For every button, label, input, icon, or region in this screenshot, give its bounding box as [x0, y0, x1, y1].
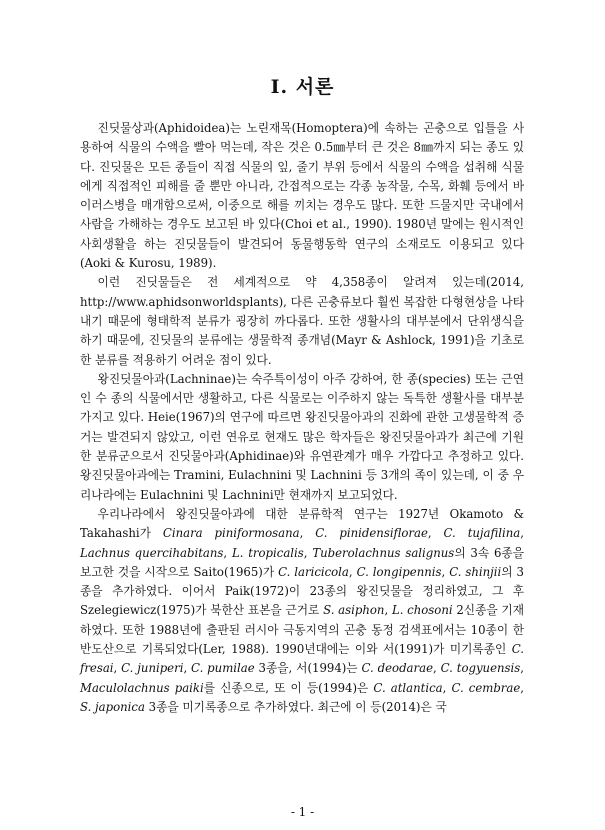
species-name: C. fresai: [80, 642, 524, 676]
species-name: C. cembrae: [451, 680, 521, 695]
species-name: C. deodarae: [361, 661, 433, 676]
species-name: C. longipennis: [356, 564, 442, 579]
species-name: C. togyuensis: [440, 661, 521, 676]
species-name: C. juniperi: [121, 661, 184, 676]
species-name: Cinara piniformosana: [162, 526, 300, 541]
page-number: - 1 -: [290, 805, 315, 819]
species-name: L. tropicalis: [231, 545, 304, 560]
species-name: C. atlantica: [373, 680, 443, 695]
paragraph: 진딧물상과(Aphidoidea)는 노린재목(Homoptera)에 속하는 곤충으로 입틀을 사용하여 식물의 수액을 빨아 먹는데, 작은 것은 0.5㎜부터 큰 것은 8㎜까지 되는 종도 있다. 진딧물은 모든 종들이 직접 식물의 잎, 줄기 부위 등에서 식물의 수액을 섭취해 식물에게 직접적인 피해를 줄 뿐만 아니라, 간접적으로는 각종 농작물, 수목, 화훼 등에서 바이러스병을 매개함으로써, 이중으로 해를 끼치는 경우도 많다. 또한 드물지만 국내에서 사람을 가해하는 경우도 보고된 바 있다(Choi et al., 1990). 1980년 말에는 원시적인 사회생활을 하는 진딧물들이 발견되어 동물행동학 연구의 소재로도 이용되고 있다(Aoki & Kurosu, 1989).: [80, 121, 524, 271]
paragraph: 이런 진딧물들은 전 세계적으로 약 4,358종이 알려져 있는데(2014, http://www.aphidsonworldsplants), 다른 곤충류보다 훨씬 복잡한 다형현상을 나타내기 때문에 형태학적 분류가 굉장히 까다롭다. 또한 생활사의 대부분에서 단위생식을 하기 때문에, 진딧물의 분류에는 생물학적 종개념(Mayr & Ashlock, 1991)을 기초로 한 분류를 적용하기 어려운 점이 있다.: [80, 275, 524, 367]
species-name: Maculolachnus paiki: [80, 680, 204, 695]
paragraph: 왕진딧물아과(Lachninae)는 숙주특이성이 아주 강하여, 한 종(species) 또는 근연인 수 종의 식물에서만 생활하고, 다른 식물로는 이주하지 않는 독특한 생활사를 대부분 가지고 있다. Heie(1967)의 연구에 따르면 왕진딧물아과의 진화에 관한 고생물학적 증거는 발견되지 않았고, 이런 연유로 현재도 많은 학자들은 왕진딧물아과가 최근에 기원한 분류군으로서 진딧물아과(Aphidinae)와 유연관계가 매우 가깝다고 추정하고 있다. 왕진딧물아과에는 Tramini, Eulachnini 및 Lachnini 등 3개의 족이 있는데, 이 중 우리나라에는 Eulachnini 및 Lachnini만 현재까지 보고되었다.: [80, 371, 524, 502]
species-name: C. tujafilina: [443, 526, 521, 541]
species-name: S. asiphon: [323, 603, 385, 618]
body-text: [80, 119, 524, 717]
species-name: Lachnus quercihabitans: [80, 545, 224, 560]
paragraph: 우리나라에서 왕진딧물아과에 대한 분류학적 연구는 1927년 Okamoto & Takahashi가 Cinara piniformosana, C. pinidensiflorae, C. tujafilina, Lachnus quercihabitans, L. tropicalis, Tuberolachnus salignus의 3속 6종을 보고한 것을 시작으로 Saito(1965)가 C. laricicola, C. longipennis, C. shinjii의 3종을 추가하였다. 이어서 Paik(1972)이 23종의 왕진딧물을 정리하였고, 그 후 Szelegiewicz(1975)가 북한산 표본을 근거로 S. asiphon, L. chosoni 2신종을 기재하였다. 또한 1988년에 출판된 러시아 극동지역의 곤충 동정 검색표에서는 10종이 한반도산으로 기록되었다(Ler, 1988). 1990년대에는 이와 서(1991)가 미기록종인 C. fresai, C. juniperi, C. pumilae 3종을, 서(1994)는 C. deodarae, C. togyuensis, Maculolachnus paiki를 신종으로, 또 이 등(1994)은 C. atlantica, C. cembrae, S. japonica 3종을 미기록종으로 추가하였다. 최근에 이 등(2014)은 국: [80, 506, 524, 714]
species-name: L. chosoni: [391, 603, 453, 618]
species-name: C. laricicola: [278, 564, 349, 579]
species-name: C. shinjii: [449, 564, 502, 579]
species-name: Tuberolachnus salignus: [312, 545, 455, 560]
species-name: S. japonica: [80, 699, 145, 714]
species-name: C. pinidensiflorae: [315, 526, 428, 541]
section-title: I. 서론: [270, 76, 335, 98]
species-name: C. pumilae: [191, 661, 255, 676]
